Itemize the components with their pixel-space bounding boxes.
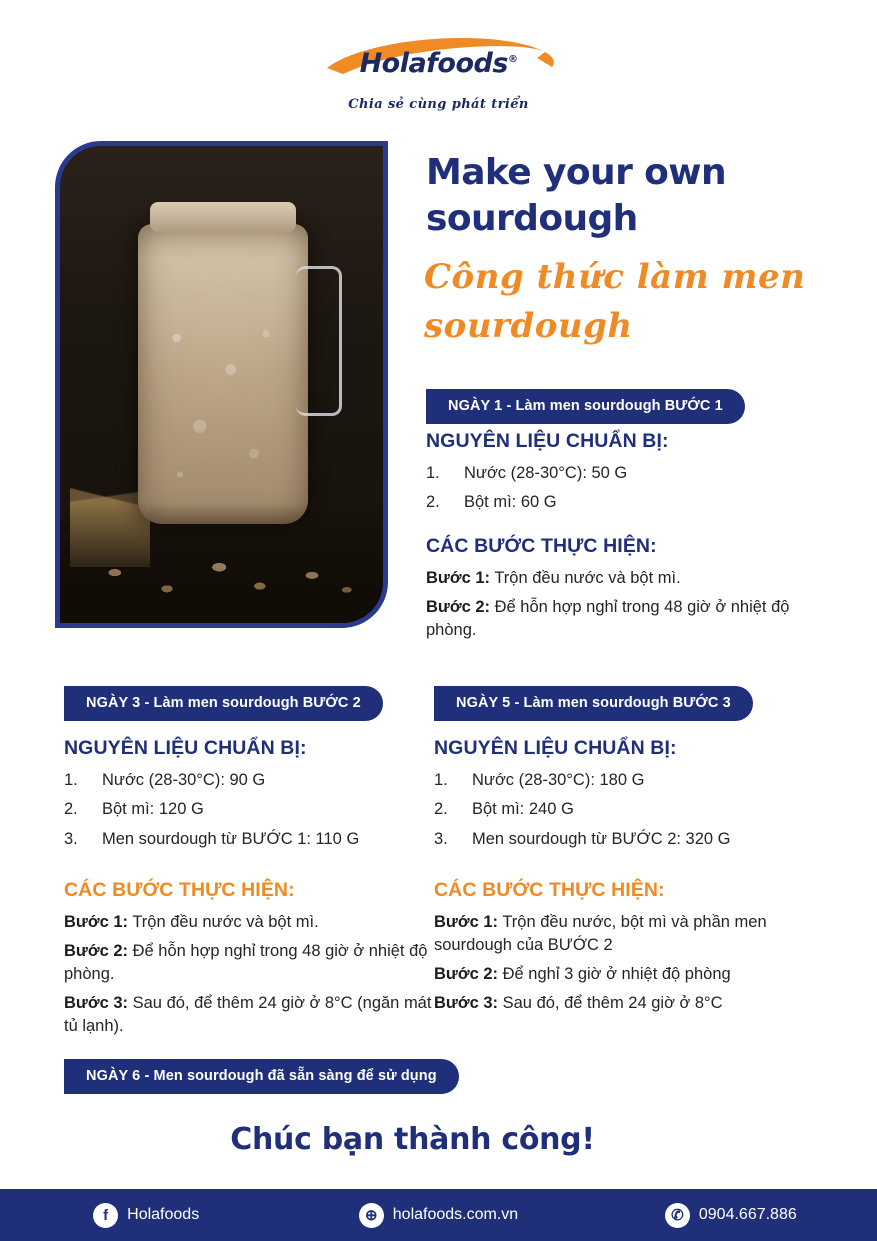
section-pill-day1: NGÀY 1 - Làm men sourdough BƯỚC 1 [426,389,745,424]
logo [309,34,569,90]
logo-wordmark: Holafoods® [359,48,518,79]
jar-clip-icon [296,266,342,416]
step-item [426,567,826,590]
registered-mark: ® [507,54,518,65]
step-label: Bước 3: [434,994,499,1013]
step-item [64,992,436,1038]
step-label: Bước 3: [64,994,129,1013]
page-title-english: Make your own sourdough [426,152,726,240]
hero-image [55,141,388,628]
ingredient-number: 2. [64,800,78,819]
step-text: Để hỗn hợp nghỉ trong 48 giờ ở nhiệt độ phòng. [426,597,790,639]
step-item [426,596,826,642]
step-text: Để hỗn hợp nghỉ trong 48 giờ ở nhiệt độ phòng. [64,941,428,983]
brand-header [0,34,877,112]
step-item [434,992,812,1015]
closing-message: Chúc bạn thành công! [230,1122,595,1157]
step-text: Để nghỉ 3 giờ ở nhiệt độ phòng [502,964,731,983]
footer-website[interactable] [292,1203,584,1228]
ingredient-item [434,828,812,850]
ingredient-text: Bột mì: 240 G [472,800,574,819]
steps-heading: CÁC BƯỚC THỰC HIỆN: [434,878,665,901]
ingredient-item [426,462,826,484]
step-label: Bước 2: [434,964,499,983]
step-text: Trộn đều nước và bột mì. [494,568,681,587]
seeds-decoration [80,551,370,605]
ingredient-number: 2. [426,493,440,512]
ingredient-number: 1. [426,464,440,482]
facebook-icon: f [93,1203,118,1228]
ingredient-text: Men sourdough từ BƯỚC 1: 110 G [102,829,360,848]
spacer [434,857,812,879]
section-pill-day3: NGÀY 3 - Làm men sourdough BƯỚC 2 [64,686,383,721]
ingredient-item [64,798,436,820]
steps-heading: CÁC BƯỚC THỰC HIỆN: [64,878,295,901]
hero-photo-backdrop [60,146,383,623]
footer-website-label: holafoods.com.vn [392,1206,519,1223]
footer-phone[interactable] [585,1203,877,1228]
ingredient-text: Nước (28-30°C): 90 G [102,771,266,789]
ingredients-heading: NGUYÊN LIỆU CHUẨN BỊ: [434,737,677,759]
ingredient-text: Bột mì: 120 G [102,800,204,819]
steps-heading: CÁC BƯỚC THỰC HIỆN: [426,534,657,557]
ingredient-item [64,769,436,791]
step-label: Bước 1: [426,568,491,587]
section-pill-day5: NGÀY 5 - Làm men sourdough BƯỚC 3 [434,686,753,721]
step-item [434,911,812,957]
ingredient-item [426,491,826,513]
ingredient-text: Nước (28-30°C): 50 G [464,464,628,482]
step-item [64,940,436,986]
ingredient-item [434,769,812,791]
ingredient-number: 3. [434,829,448,848]
step-text: Sau đó, để thêm 24 giờ ở 8°C (ngăn mát tủ lạnh). [64,994,432,1036]
footer-bar [0,1189,877,1241]
step-label: Bước 1: [64,912,129,931]
phone-icon: ✆ [665,1203,690,1228]
footer-facebook-label: Holafoods [127,1206,200,1223]
step-item [64,911,436,934]
ingredient-number: 2. [434,800,448,819]
ingredient-text: Bột mì: 60 G [464,493,557,512]
footer-phone-label: 0904.667.886 [698,1206,797,1223]
section-day1 [426,430,826,648]
ingredient-item [434,798,812,820]
section-day5 [434,737,812,1021]
ingredients-heading: NGUYÊN LIỆU CHUẨN BỊ: [64,737,307,759]
step-label: Bước 2: [64,941,129,960]
brand-tagline: Chia sẻ cùng phát triển [348,97,529,112]
step-item [434,963,812,986]
page-title-vietnamese: Công thức làm men sourdough [424,257,806,347]
step-text: Trộn đều nước và bột mì. [132,912,319,931]
spacer [64,857,436,879]
ingredient-item [64,828,436,850]
ingredient-number: 3. [64,829,78,848]
spacer [426,521,826,535]
footer-facebook[interactable] [0,1203,292,1228]
ingredients-heading: NGUYÊN LIỆU CHUẨN BỊ: [426,430,669,452]
step-text: Trộn đều nước, bột mì và phần men sourdough của BƯỚC 2 [434,912,767,954]
ingredient-text: Men sourdough từ BƯỚC 2: 320 G [472,829,731,848]
ingredient-number: 1. [64,771,78,789]
step-text: Sau đó, để thêm 24 giờ ở 8°C [502,994,723,1013]
ingredient-text: Nước (28-30°C): 180 G [472,771,645,789]
step-label: Bước 2: [426,597,491,616]
section-day3 [64,737,436,1044]
ingredient-number: 1. [434,771,448,789]
step-label: Bước 1: [434,912,499,931]
globe-icon: ⊕ [359,1203,384,1228]
section-pill-day6: NGÀY 6 - Men sourdough đã sẵn sàng để sử dụng [64,1059,459,1094]
starter-bubbles [146,296,300,506]
